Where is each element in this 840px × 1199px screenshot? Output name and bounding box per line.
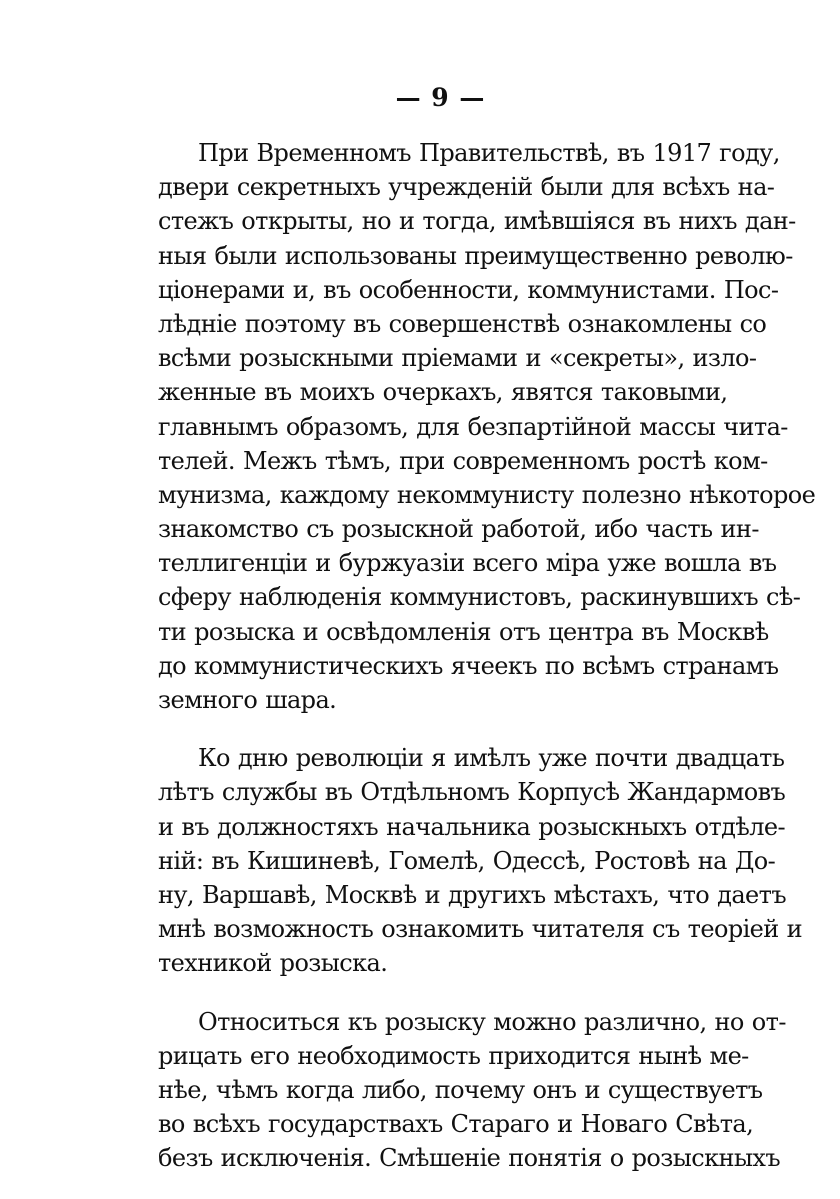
text-line: лѣтъ службы въ Отдѣльномъ Корпусѣ Жандармовъ xyxy=(158,778,786,807)
text-line: Относиться къ розыску можно различно, но от- xyxy=(198,1007,786,1036)
paragraph-1 xyxy=(158,136,816,717)
text-line: земного шара. xyxy=(158,686,337,714)
text-line: телей. Межъ тѣмъ, при современномъ ростѣ ком- xyxy=(158,446,768,475)
text-line: лѣдніе поэтому въ совершенствѣ ознакомлены со xyxy=(158,309,767,338)
text-line: знакомство съ розыскной работой, ибо часть ин- xyxy=(158,515,759,544)
text-line: ній: въ Кишиневѣ, Гомелѣ, Одессѣ, Ростовѣ на До- xyxy=(158,846,776,875)
text-line: Ко дню революціи я имѣлъ уже почти двадцать xyxy=(198,744,785,773)
text-line: ну, Варшавѣ, Москвѣ и другихъ мѣстахъ, что даетъ xyxy=(158,880,787,909)
text-line: сферу наблюденія коммунистовъ, раскинувшихъ сѣ- xyxy=(158,583,801,612)
text-line: нѣе, чѣмъ когда либо, почему онъ и существуетъ xyxy=(158,1075,763,1104)
text-line: ціонерами и, въ особенности, коммунистами. Пос- xyxy=(158,275,779,304)
text-line: до коммунистическихъ ячеекъ по всѣмъ странамъ xyxy=(158,651,779,680)
text-line: и въ должностяхъ начальника розыскныхъ отдѣле- xyxy=(158,812,785,841)
text-line: женные въ моихъ очеркахъ, явятся таковыми, xyxy=(158,378,728,407)
text-line: теллигенціи и буржуазіи всего міра уже вошла въ xyxy=(158,549,777,578)
text-line: всѣми розыскными пріемами и «секреты», изло- xyxy=(158,344,757,373)
text-line: мнѣ возможность ознакомить читателя съ теоріей и xyxy=(158,915,803,944)
text-line: главнымъ образомъ, для безпартійной массы чита- xyxy=(158,412,788,441)
book-page xyxy=(158,80,816,1199)
text-line: ти розыска и освѣдомленія отъ центра въ Москвѣ xyxy=(158,617,769,646)
text-line: рицать его необходимость приходится нынѣ ме- xyxy=(158,1041,749,1070)
text-line: во всѣхъ государствахъ Стараго и Новаго Свѣта, xyxy=(158,1110,754,1139)
text-line: ныя были использованы преимущественно револю- xyxy=(158,241,793,270)
text-line: При Временномъ Правительствѣ, въ 1917 году, xyxy=(198,139,780,167)
text-line: техникой розыска. xyxy=(158,949,388,978)
text-line: стежъ открыты, но и тогда, имѣвшіяся въ нихъ дан- xyxy=(158,207,796,236)
paragraph-3 xyxy=(158,1005,786,1176)
text-line: безъ исключенія. Смѣшеніе понятія о розыскныхъ xyxy=(158,1144,781,1173)
paragraph-2 xyxy=(158,741,803,980)
text-line: мунизма, каждому некоммунисту полезно нѣкоторое xyxy=(158,480,816,509)
page-number: — 9 — xyxy=(395,83,486,112)
text-line: двери секретныхъ учрежденій были для всѣхъ на- xyxy=(158,173,775,202)
